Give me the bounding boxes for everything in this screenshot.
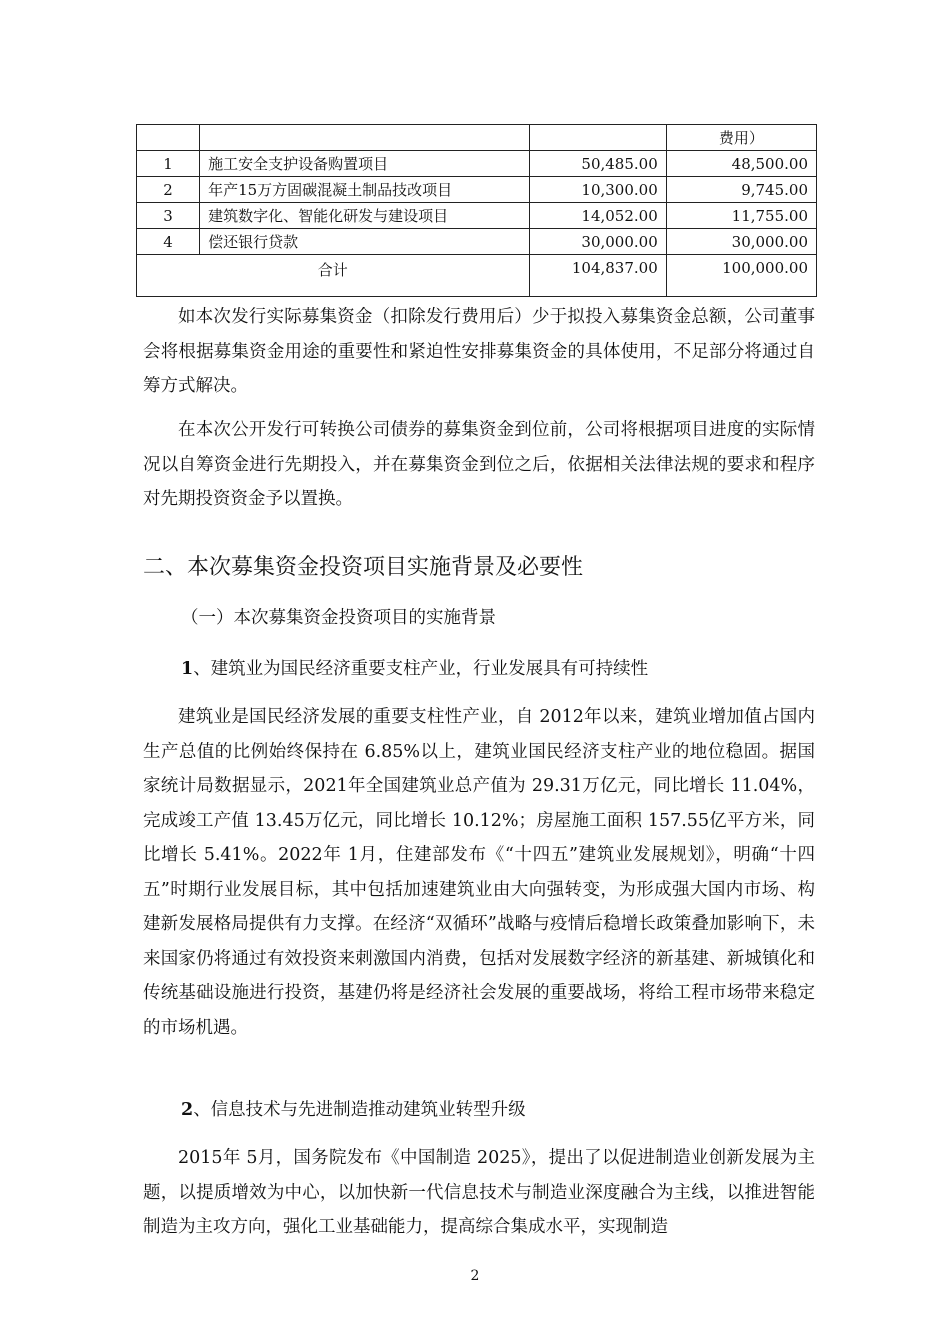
table-total-row (137, 255, 817, 297)
paragraph-advance-investment: 在本次公开发行可转换公司债券的募集资金到位前，公司将根据项目进度的实际情况以自筹资金进行先期投入，并在募集资金到位之后，依据相关法律法规的要求和程序对先期投资资金予以置换。 (143, 420, 815, 509)
header-cell-tail: 费用） (666, 125, 816, 151)
section-heading: 二、本次募集资金投资项目实施背景及必要性 (143, 555, 584, 580)
table-row: 3 建筑数字化、智能化研发与建设项目 14,052.00 11,755.00 (137, 203, 817, 229)
total-raised: 100,000.00 (666, 255, 816, 297)
table-row: 2 年产15万方固碳混凝土制品技改项目 10,300.00 9,745.00 (137, 177, 817, 203)
table-row: 4 偿还银行贷款 30,000.00 30,000.00 (137, 229, 817, 255)
total-investment: 104,837.00 (529, 255, 666, 297)
point-heading-1: 1、建筑业为国民经济重要支柱产业，行业发展具有可持续性 (181, 659, 649, 679)
paragraph-shortfall: 如本次发行实际募集资金（扣除发行费用后）少于拟投入募集资金总额，公司董事会将根据募集资金用途的重要性和紧迫性安排募集资金的具体使用，不足部分将通过自筹方式解决。 (143, 307, 815, 396)
point-heading-2: 2、信息技术与先进制造推动建筑业转型升级 (181, 1100, 526, 1120)
table-row: 1 施工安全支护设备购置项目 50,485.00 48,500.00 (137, 151, 817, 177)
table-header-row (137, 125, 817, 151)
subsection-heading: （一）本次募集资金投资项目的实施背景 (181, 608, 496, 628)
total-label: 合计 (137, 255, 530, 297)
paragraph-made-in-china: 2015年 5月，国务院发布《中国制造 2025》，提出了以促进制造业创新发展为主题，以提质增效为中心，以加快新一代信息技术与制造业深度融合为主线，以推进智能制造为主攻方向，强化工业基础能力，提高综合集成水平，实现制造 (143, 1148, 815, 1237)
fund-allocation-table (136, 124, 817, 297)
paragraph-construction-industry: 建筑业是国民经济发展的重要支柱性产业，自 2012年以来，建筑业增加值占国内生产总值的比例始终保持在 6.85%以上，建筑业国民经济支柱产业的地位稳固。据国家统计局数据显示，2021年全国建筑业总产值为 29.31万亿元，同比增长 11.04%，完成竣工产值 13.45万亿元，同比增长 10.12%；房屋施工面积 157.55亿平方米，同比增长 5.41%。2022年 1月，住建部发布《“十四五”建筑业发展规划》，明确“十四五”时期行业发展目标，其中包括加速建筑业由大向强转变，为形成强大国内市场、构建新发展格局提供有力支撑。在经济“双循环”战略与疫情后稳增长政策叠加影响下，未来国家仍将通过有效投资来刺激国内消费，包括对发展数字经济的新基建、新城镇化和传统基础设施进行投资，基建仍将是经济社会发展的重要战场，将给工程市场带来稳定的市场机遇。 (143, 707, 815, 1038)
page-number: 2 (470, 1268, 480, 1284)
